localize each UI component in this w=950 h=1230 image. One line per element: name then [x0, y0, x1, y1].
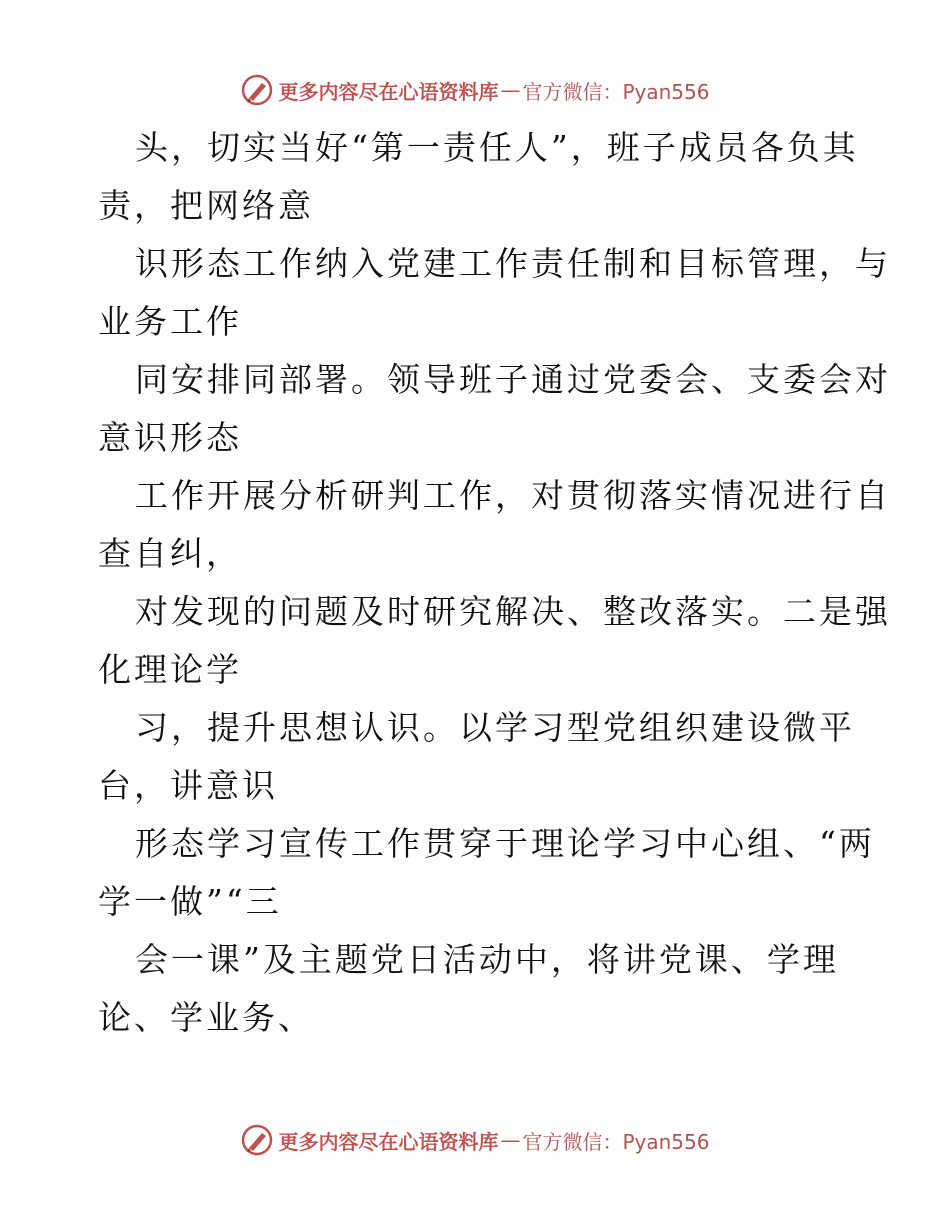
banner-dash: — — [500, 1128, 521, 1152]
text-line: 台，讲意识 — [98, 766, 278, 805]
text-line: 工作开展分析研判工作，对贯彻落实情况进行自 — [135, 476, 891, 515]
header-banner — [0, 70, 950, 110]
text-line: 识形态工作纳入党建工作责任制和目标管理，与 — [135, 244, 891, 283]
text-line: 习，提升思想认识。以学习型党组织建设微平 — [135, 708, 855, 747]
text-line: 学一做”“三 — [98, 882, 282, 921]
text-line: 意识形态 — [98, 418, 242, 457]
banner-main-text: 更多内容尽在心语资料库 — [278, 1129, 499, 1154]
text-line: 查自纠， — [98, 534, 242, 573]
banner-main-text: 更多内容尽在心语资料库 — [278, 79, 499, 104]
text-line: 责，把网络意 — [98, 186, 314, 225]
text-line: 头，切实当好“第一责任人”，班子成员各负其 — [135, 128, 859, 167]
text-line: 对发现的问题及时研究解决、整改落实。二是强 — [135, 592, 891, 631]
pen-logo-icon — [240, 1123, 274, 1157]
text-line: 化理论学 — [98, 650, 242, 689]
banner-wechat-text: 官方微信：Pyan556 — [522, 79, 710, 104]
text-line: 同安排同部署。领导班子通过党委会、支委会对 — [135, 360, 891, 399]
banner-dash: — — [500, 78, 521, 102]
text-line: 业务工作 — [98, 302, 242, 341]
text-line: 形态学习宣传工作贯穿于理论学习中心组、“两 — [135, 824, 875, 863]
text-line: 会一课”及主题党日活动中，将讲党课、学理 — [135, 940, 839, 979]
text-line: 论、学业务、 — [98, 998, 314, 1037]
footer-banner — [0, 1120, 950, 1160]
pen-logo-icon — [240, 73, 274, 107]
banner-wechat-text: 官方微信：Pyan556 — [522, 1129, 710, 1154]
